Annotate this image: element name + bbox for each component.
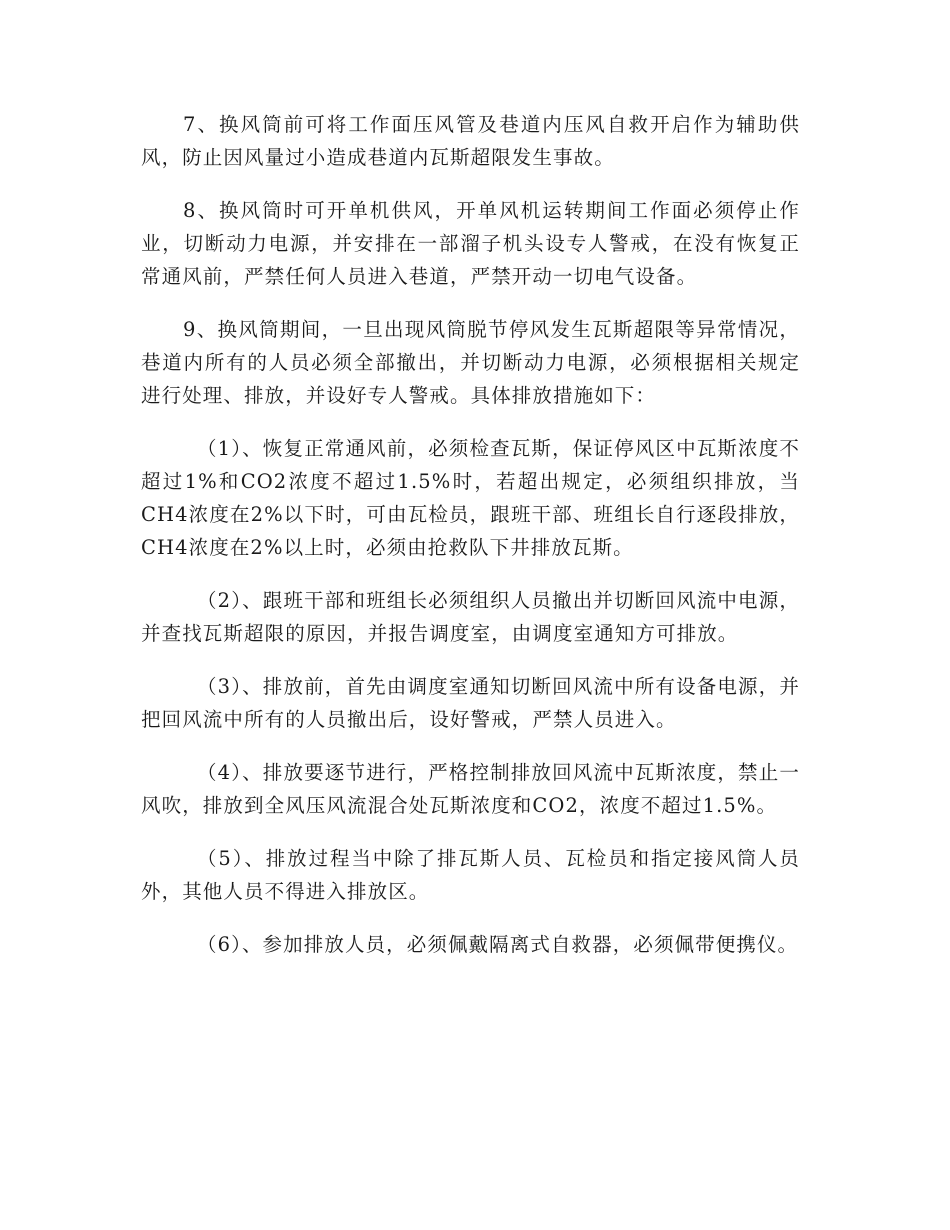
paragraph-item-8: 8、换风筒时可开单机供风，开单风机运转期间工作面必须停止作业，切断动力电源，并安排在一部溜子机头设专人警戒，在没有恢复正常通风前，严禁任何人员进入巷道，严禁开动一切电气设备。 (141, 199, 800, 288)
paragraph-subitem-1: （1）、恢复正常通风前，必须检查瓦斯，保证停风区中瓦斯浓度不超过1%和CO2浓度不超过1.5%时，若超出规定，必须组织排放，当CH4浓度在2%以下时，可由瓦检员，跟班干部、班组长自行逐段排放，CH4浓度在2%以上时，必须由抢救队下井排放瓦斯。 (141, 437, 800, 559)
paragraph-item-7: 7、换风筒前可将工作面压风管及巷道内压风自救开启作为辅助供风，防止因风量过小造成巷道内瓦斯超限发生事故。 (141, 113, 800, 169)
paragraph-subitem-6: （6）、参加排放人员，必须佩戴隔离式自救器，必须佩带便携仪。 (197, 933, 799, 956)
paragraph-item-9: 9、换风筒期间，一旦出现风筒脱节停风发生瓦斯超限等异常情况，巷道内所有的人员必须全部撤出，并切断动力电源，必须根据相关规定进行处理、排放，并设好专人警戒。具体排放措施如下： (141, 318, 800, 407)
paragraph-subitem-5: （5）、排放过程当中除了排瓦斯人员、瓦检员和指定接风筒人员外，其他人员不得进入排放区。 (141, 847, 800, 903)
paragraph-subitem-2: （2）、跟班干部和班组长必须组织人员撤出并切断回风流中电源，并查找瓦斯超限的原因，并报告调度室，由调度室通知方可排放。 (141, 589, 800, 645)
paragraph-subitem-4: （4）、排放要逐节进行，严格控制排放回风流中瓦斯浓度，禁止一风吹，排放到全风压风流混合处瓦斯浓度和CO2，浓度不超过1.5%。 (141, 761, 800, 817)
paragraph-subitem-3: （3）、排放前，首先由调度室通知切断回风流中所有设备电源，并把回风流中所有的人员撤出后，设好警戒，严禁人员进入。 (141, 675, 800, 731)
